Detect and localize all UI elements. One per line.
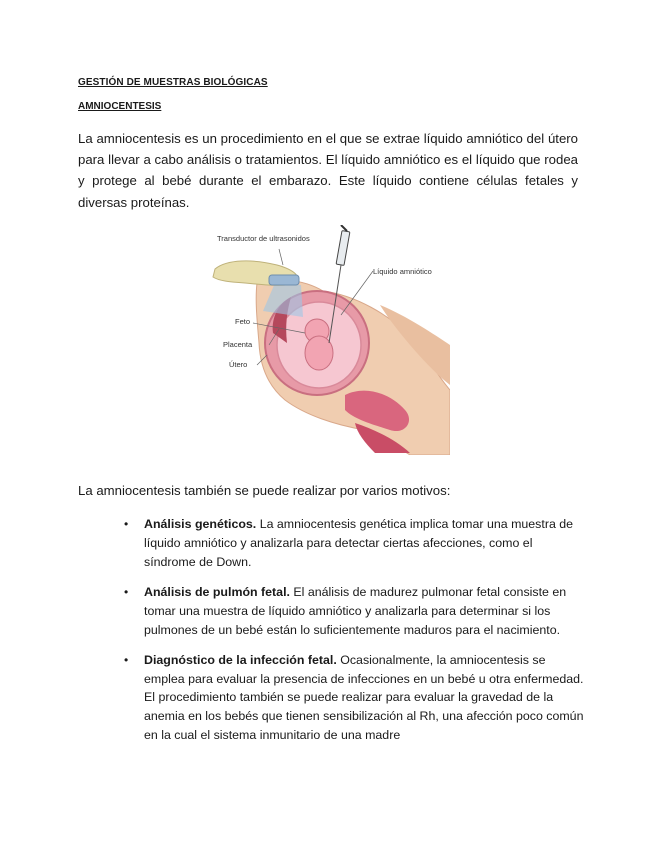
label-placenta: Placenta — [223, 340, 253, 349]
item-text: Ocasionalmente, la amniocentesis se emplea para evaluar la presencia de infecciones en un bebé u otra enfermedad. El procedimiento también se puede realizar para evaluar la gravedad de la anemia en los bebés que tienen sensibilización al Rh, una afección poco común en la cual el sistema inmunitario de una madre — [144, 652, 584, 742]
intro-paragraph: La amniocentesis es un procedimiento en el que se extrae líquido amniótico del útero para llevar a cabo análisis o tratamientos. El líquido amniótico es el líquido que rodea y protege al bebé durante el embarazo. Este líquido contiene células fetales y diversas proteínas. — [78, 131, 578, 210]
list-item — [124, 583, 584, 639]
list-item — [124, 651, 584, 745]
item-title: Análisis genéticos. — [144, 517, 257, 531]
document-title: GESTIÓN DE MUESTRAS BIOLÓGICAS — [78, 77, 268, 88]
bullet-icon: • — [124, 652, 129, 667]
label-uterus: Útero — [229, 360, 248, 369]
bullet-icon: • — [124, 517, 129, 531]
amniocentesis-illustration — [205, 225, 450, 455]
section-heading: AMNIOCENTESIS — [78, 101, 162, 112]
leader-transducer — [279, 249, 283, 265]
reasons-list — [124, 515, 584, 745]
label-transducer: Transductor de ultrasonidos — [217, 234, 310, 243]
transducer-probe — [269, 275, 299, 285]
item-title: Análisis de pulmón fetal. — [144, 585, 290, 600]
lead-paragraph: La amniocentesis también se puede realizar por varios motivos: — [78, 483, 451, 498]
label-fetus: Feto — [235, 317, 251, 326]
list-item — [124, 515, 584, 571]
item-title: Diagnóstico de la infección fetal. — [144, 652, 337, 667]
bullet-icon: • — [124, 585, 129, 600]
syringe-plunger — [341, 225, 347, 231]
syringe-barrel — [336, 231, 350, 266]
label-fluid: Líquido amniótico — [373, 267, 432, 276]
amniocentesis-figure — [205, 225, 450, 455]
item-text: La amniocentesis genética implica tomar una muestra de líquido amniótico y analizarla para detectar ciertas afecciones, como el síndrome de Down. — [144, 517, 574, 569]
item-text: El análisis de madurez pulmonar fetal consiste en tomar una muestra de líquido amniótico y analizarla para determinar si los pulmones de un bebé están lo suficientemente maduros para el nacimiento. — [144, 585, 567, 637]
